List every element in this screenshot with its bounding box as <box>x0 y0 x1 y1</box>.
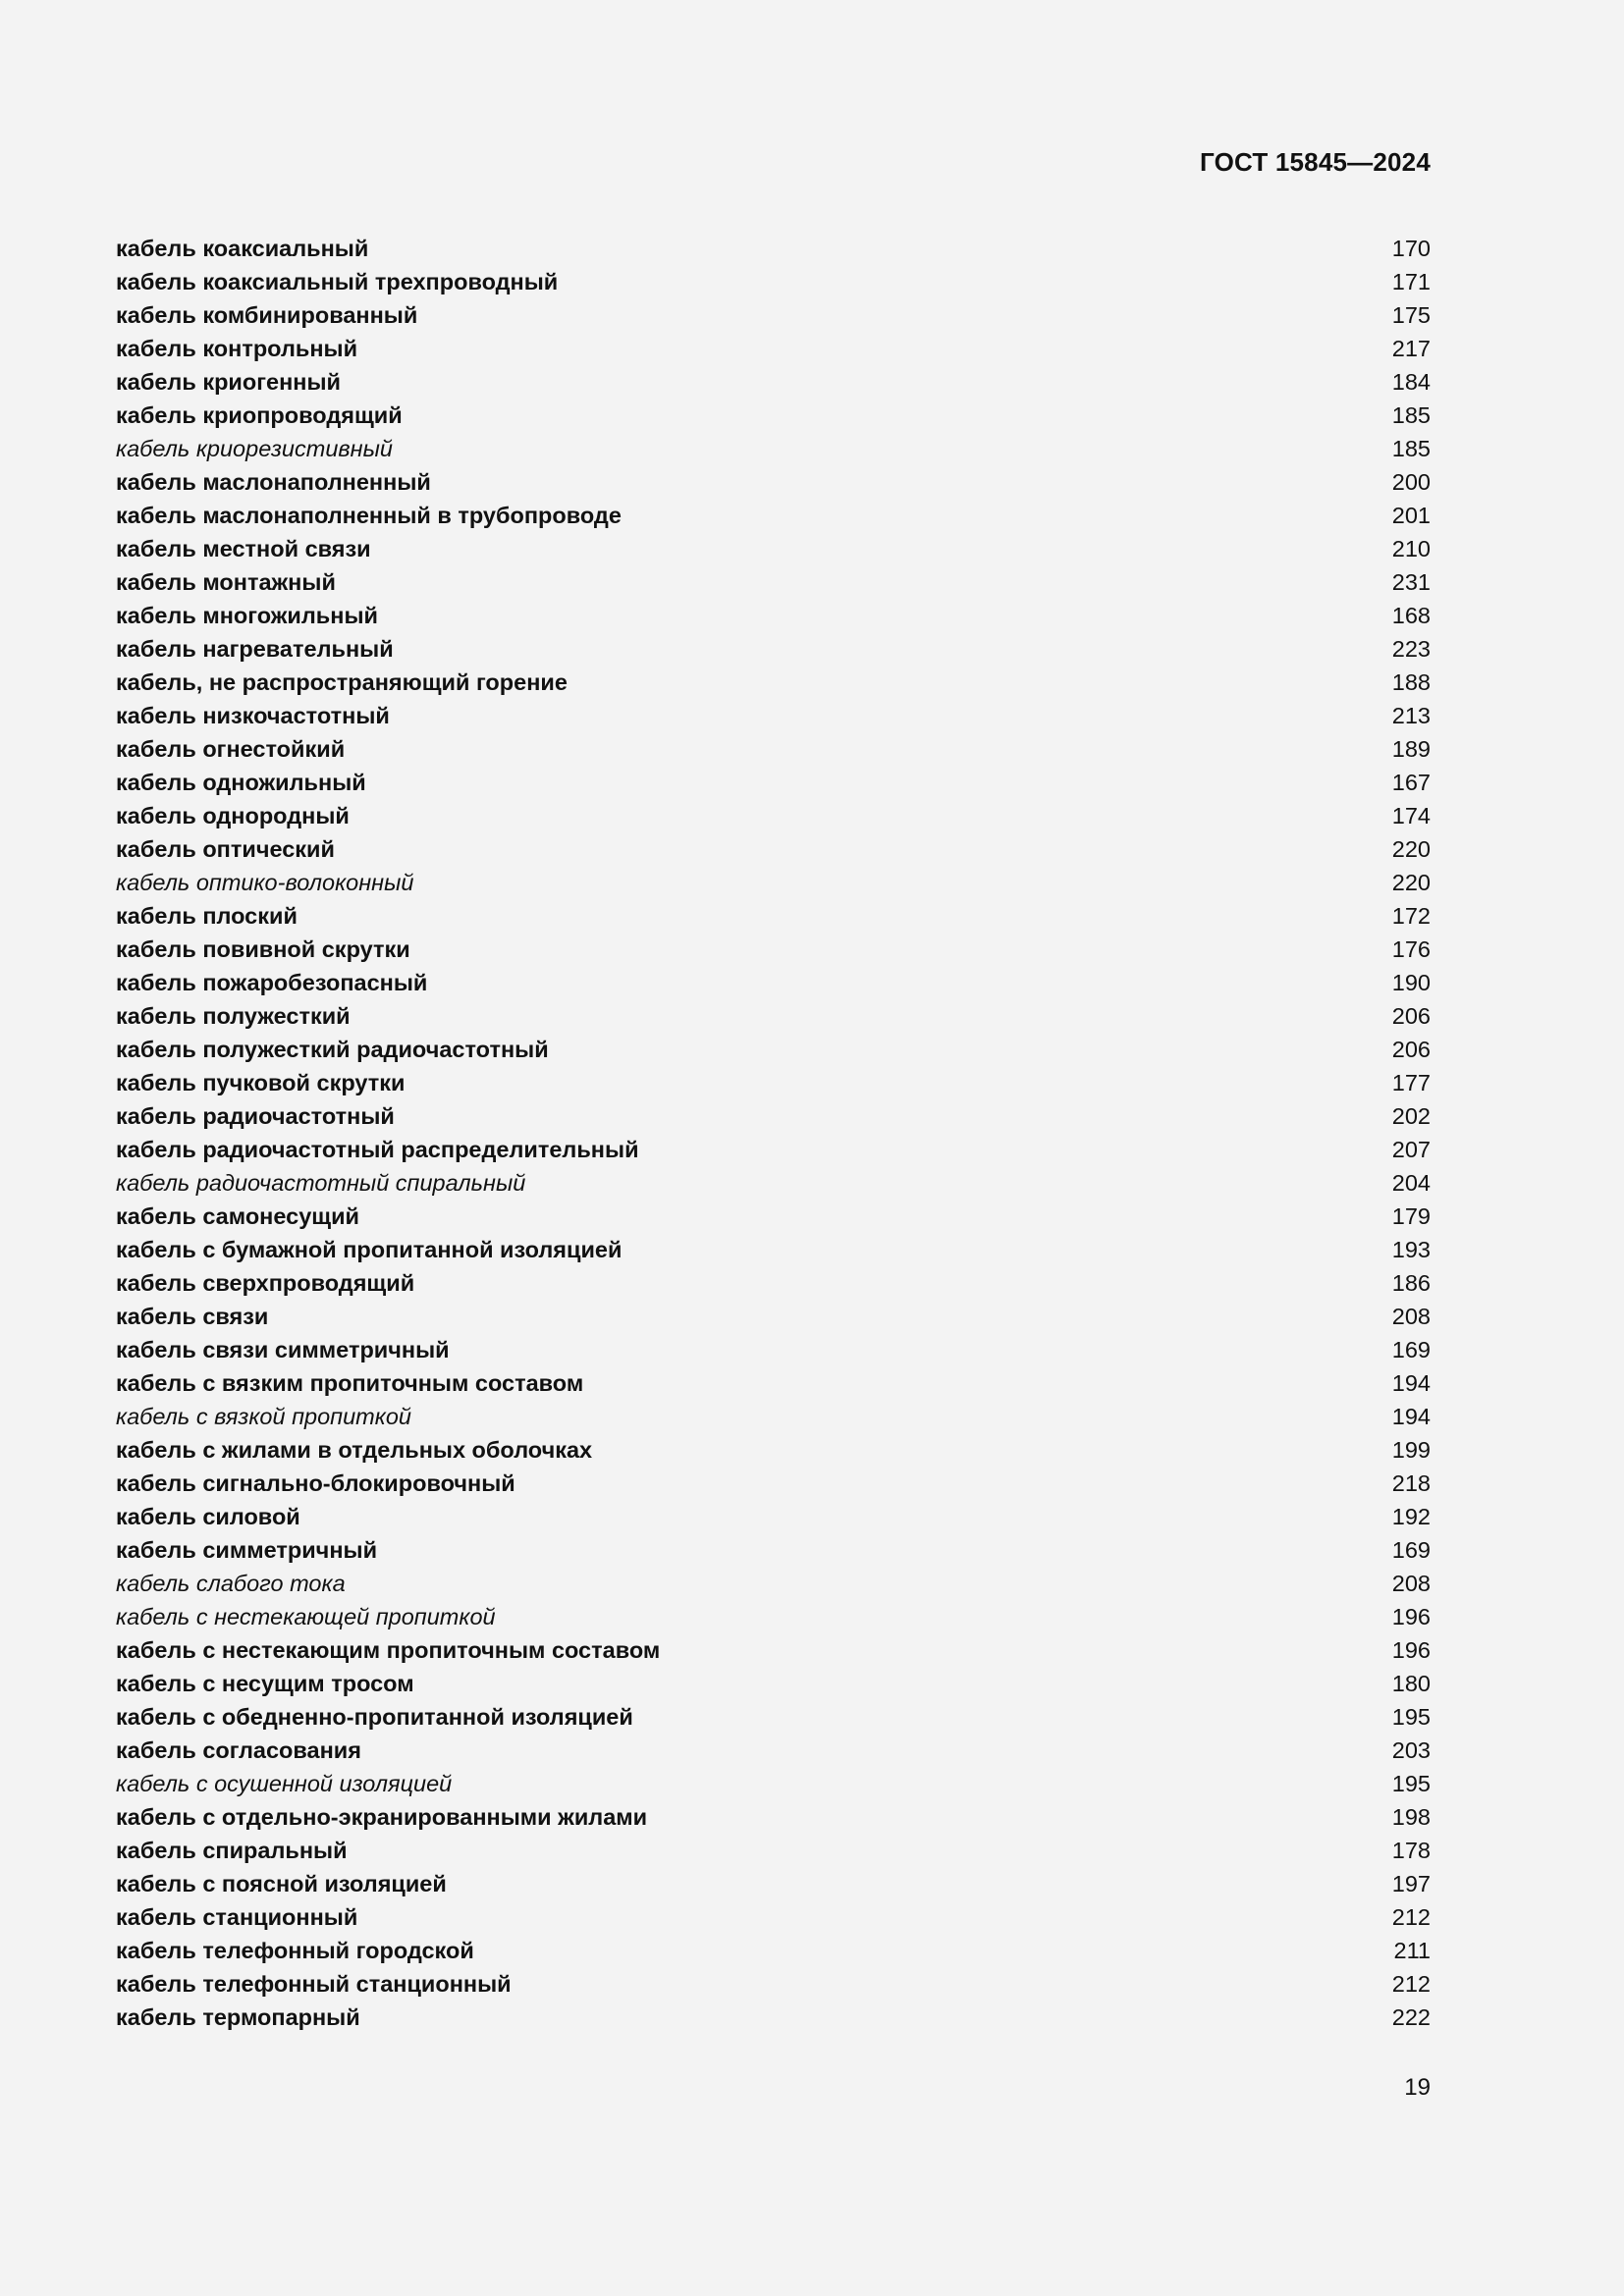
index-page-number: 190 <box>1391 970 1431 995</box>
index-term: кабель термопарный <box>116 2004 360 2030</box>
index-term: кабель с нестекающей пропиткой <box>116 1604 496 1629</box>
index-term: кабель комбинированный <box>116 302 418 328</box>
index-page-number: 180 <box>1391 1671 1431 1696</box>
index-entry <box>116 933 1431 966</box>
index-term: кабель огнестойкий <box>116 736 346 762</box>
index-page-number: 195 <box>1391 1771 1431 1796</box>
index-page-number: 217 <box>1391 336 1431 361</box>
index-entry <box>116 1667 1431 1700</box>
index-entry <box>116 499 1431 532</box>
index-page-number: 171 <box>1391 269 1431 294</box>
index-entry <box>116 1633 1431 1667</box>
index-term: кабель контрольный <box>116 336 358 361</box>
index-entry <box>116 465 1431 499</box>
index-term: кабель сверхпроводящий <box>116 1270 415 1296</box>
index-term: кабель монтажный <box>116 569 336 595</box>
index-page-number: 208 <box>1391 1571 1431 1596</box>
index-entry <box>116 1300 1431 1333</box>
index-entry <box>116 1767 1431 1800</box>
index-entry <box>116 1400 1431 1433</box>
index-term: кабель полужесткий радиочастотный <box>116 1037 549 1062</box>
index-entry <box>116 832 1431 866</box>
index-page-number: 208 <box>1391 1304 1431 1329</box>
index-entry <box>116 1133 1431 1166</box>
index-page-number: 193 <box>1391 1237 1431 1262</box>
index-term: кабель с отдельно-экранированными жилами <box>116 1804 648 1830</box>
index-page-number: 175 <box>1391 302 1431 328</box>
index-term: кабель связи <box>116 1304 269 1329</box>
index-page-number: 211 <box>1393 1938 1431 1963</box>
index-term: кабель телефонный городской <box>116 1938 474 1963</box>
index-entry <box>116 365 1431 399</box>
index-term: кабель спиральный <box>116 1838 348 1863</box>
index-page-number: 197 <box>1391 1871 1431 1896</box>
index-entry <box>116 1366 1431 1400</box>
index-entry <box>116 532 1431 565</box>
index-entry <box>116 699 1431 732</box>
index-entry <box>116 1467 1431 1500</box>
index-entry <box>116 232 1431 265</box>
index-term: кабель местной связи <box>116 536 371 561</box>
index-term: кабель связи симметричный <box>116 1337 450 1362</box>
index-page-number: 220 <box>1391 836 1431 862</box>
index-page-number: 196 <box>1391 1604 1431 1629</box>
index-term: кабель с несущим тросом <box>116 1671 414 1696</box>
index-page-number: 212 <box>1391 1904 1431 1930</box>
index-term: кабель с бумажной пропитанной изоляцией <box>116 1237 623 1262</box>
index-term: кабель с вязкой пропиткой <box>116 1404 411 1429</box>
index-term: кабель симметричный <box>116 1537 378 1563</box>
index-entry <box>116 766 1431 799</box>
index-entry <box>116 1934 1431 1967</box>
index-term: кабель радиочастотный спиральный <box>116 1170 526 1196</box>
index-term: кабель повивной скрутки <box>116 936 410 962</box>
index-entry <box>116 799 1431 832</box>
index-term: кабель, не распространяющий горение <box>116 669 568 695</box>
index-entry <box>116 2001 1431 2034</box>
index-page-number: 200 <box>1391 469 1431 495</box>
index-term: кабель криорезистивный <box>116 436 393 461</box>
index-entry <box>116 666 1431 699</box>
index-term: кабель маслонаполненный в трубопроводе <box>116 503 622 528</box>
index-term: кабель плоский <box>116 903 298 929</box>
index-term: кабель с жилами в отдельных оболочках <box>116 1437 593 1463</box>
index-term: кабель с осушенной изоляцией <box>116 1771 453 1796</box>
index-page-number: 231 <box>1391 569 1431 595</box>
index-page-number: 196 <box>1391 1637 1431 1663</box>
index-term: кабель полужесткий <box>116 1003 351 1029</box>
document-header: ГОСТ 15845—2024 <box>1200 147 1431 177</box>
index-entry <box>116 1567 1431 1600</box>
index-entry <box>116 1700 1431 1734</box>
index-entry <box>116 332 1431 365</box>
index-page-number: 188 <box>1391 669 1431 695</box>
index-entry <box>116 298 1431 332</box>
index-entry <box>116 399 1431 432</box>
index-term: кабель с поясной изоляцией <box>116 1871 447 1896</box>
index-page-number: 169 <box>1391 1337 1431 1362</box>
index-page-number: 202 <box>1391 1103 1431 1129</box>
index-page-number: 204 <box>1391 1170 1431 1196</box>
index-page-number: 186 <box>1391 1270 1431 1296</box>
page-number: 19 <box>1404 2074 1431 2101</box>
index-term: кабель телефонный станционный <box>116 1971 512 1997</box>
index-entry <box>116 1266 1431 1300</box>
index-term: кабель самонесущий <box>116 1203 359 1229</box>
index-term: кабель с обедненно-пропитанной изоляцией <box>116 1704 633 1730</box>
index-page-number: 210 <box>1391 536 1431 561</box>
index-entry <box>116 1099 1431 1133</box>
index-entry <box>116 565 1431 599</box>
index-page-number: 176 <box>1391 936 1431 962</box>
index-entry <box>116 1166 1431 1200</box>
index-term: кабель одножильный <box>116 770 366 795</box>
index-entry <box>116 999 1431 1033</box>
index-page-number: 199 <box>1391 1437 1431 1463</box>
index-term: кабель коаксиальный <box>116 236 369 261</box>
index-entry <box>116 1233 1431 1266</box>
index-entry <box>116 1033 1431 1066</box>
index-entry <box>116 599 1431 632</box>
index-page-number: 192 <box>1391 1504 1431 1529</box>
index-page-number: 206 <box>1391 1037 1431 1062</box>
index-page-number: 189 <box>1391 736 1431 762</box>
index-page-number: 185 <box>1391 436 1431 461</box>
index-entry <box>116 632 1431 666</box>
index-page-number: 170 <box>1391 236 1431 261</box>
index-entry <box>116 265 1431 298</box>
index-page-number: 194 <box>1391 1404 1431 1429</box>
index-term: кабель радиочастотный <box>116 1103 395 1129</box>
index-entry <box>116 1066 1431 1099</box>
index-term: кабель силовой <box>116 1504 300 1529</box>
index-term: кабель с нестекающим пропиточным составом <box>116 1637 661 1663</box>
index-page-number: 206 <box>1391 1003 1431 1029</box>
index-page-number: 168 <box>1391 603 1431 628</box>
index-term: кабель нагревательный <box>116 636 394 662</box>
index-entry <box>116 1800 1431 1834</box>
index-term: кабель оптический <box>116 836 335 862</box>
index-entry <box>116 1500 1431 1533</box>
index-entry <box>116 1967 1431 2001</box>
index-page-number: 201 <box>1391 503 1431 528</box>
index-page-number: 174 <box>1391 803 1431 828</box>
index-entry <box>116 866 1431 899</box>
index-entry <box>116 1533 1431 1567</box>
index-page-number: 207 <box>1391 1137 1431 1162</box>
index-term: кабель криогенный <box>116 369 341 395</box>
index-entry <box>116 1433 1431 1467</box>
index-entry <box>116 1200 1431 1233</box>
index-term: кабель сигнально-блокировочный <box>116 1470 515 1496</box>
index-term: кабель радиочастотный распределительный <box>116 1137 639 1162</box>
index-page-number: 177 <box>1391 1070 1431 1095</box>
index-entry <box>116 966 1431 999</box>
index-page-number: 194 <box>1391 1370 1431 1396</box>
index-term: кабель маслонаполненный <box>116 469 431 495</box>
index-term: кабель с вязким пропиточным составом <box>116 1370 584 1396</box>
index-page-number: 178 <box>1391 1838 1431 1863</box>
term-index-list <box>116 232 1431 2034</box>
index-entry <box>116 1867 1431 1900</box>
index-term: кабель криопроводящий <box>116 402 403 428</box>
index-term: кабель коаксиальный трехпроводный <box>116 269 559 294</box>
index-page-number: 218 <box>1391 1470 1431 1496</box>
index-page-number: 203 <box>1391 1737 1431 1763</box>
index-page-number: 222 <box>1391 2004 1431 2030</box>
index-page-number: 198 <box>1391 1804 1431 1830</box>
index-term: кабель станционный <box>116 1904 358 1930</box>
index-page-number: 169 <box>1391 1537 1431 1563</box>
index-page-number: 223 <box>1391 636 1431 662</box>
index-page-number: 213 <box>1391 703 1431 728</box>
index-term: кабель низкочастотный <box>116 703 390 728</box>
index-page-number: 220 <box>1391 870 1431 895</box>
index-entry <box>116 1834 1431 1867</box>
index-page-number: 195 <box>1391 1704 1431 1730</box>
index-entry <box>116 432 1431 465</box>
index-entry <box>116 1734 1431 1767</box>
index-term: кабель однородный <box>116 803 350 828</box>
index-term: кабель многожильный <box>116 603 378 628</box>
index-page-number: 212 <box>1391 1971 1431 1997</box>
index-term: кабель слабого тока <box>116 1571 346 1596</box>
index-term: кабель пожаробезопасный <box>116 970 428 995</box>
index-entry <box>116 1900 1431 1934</box>
index-term: кабель пучковой скрутки <box>116 1070 406 1095</box>
index-page-number: 184 <box>1391 369 1431 395</box>
index-page-number: 172 <box>1391 903 1431 929</box>
index-entry <box>116 732 1431 766</box>
index-entry <box>116 1333 1431 1366</box>
index-entry <box>116 1600 1431 1633</box>
index-page-number: 167 <box>1391 770 1431 795</box>
index-term: кабель оптико-волоконный <box>116 870 414 895</box>
index-entry <box>116 899 1431 933</box>
index-page-number: 179 <box>1391 1203 1431 1229</box>
index-term: кабель согласования <box>116 1737 361 1763</box>
index-page-number: 185 <box>1391 402 1431 428</box>
